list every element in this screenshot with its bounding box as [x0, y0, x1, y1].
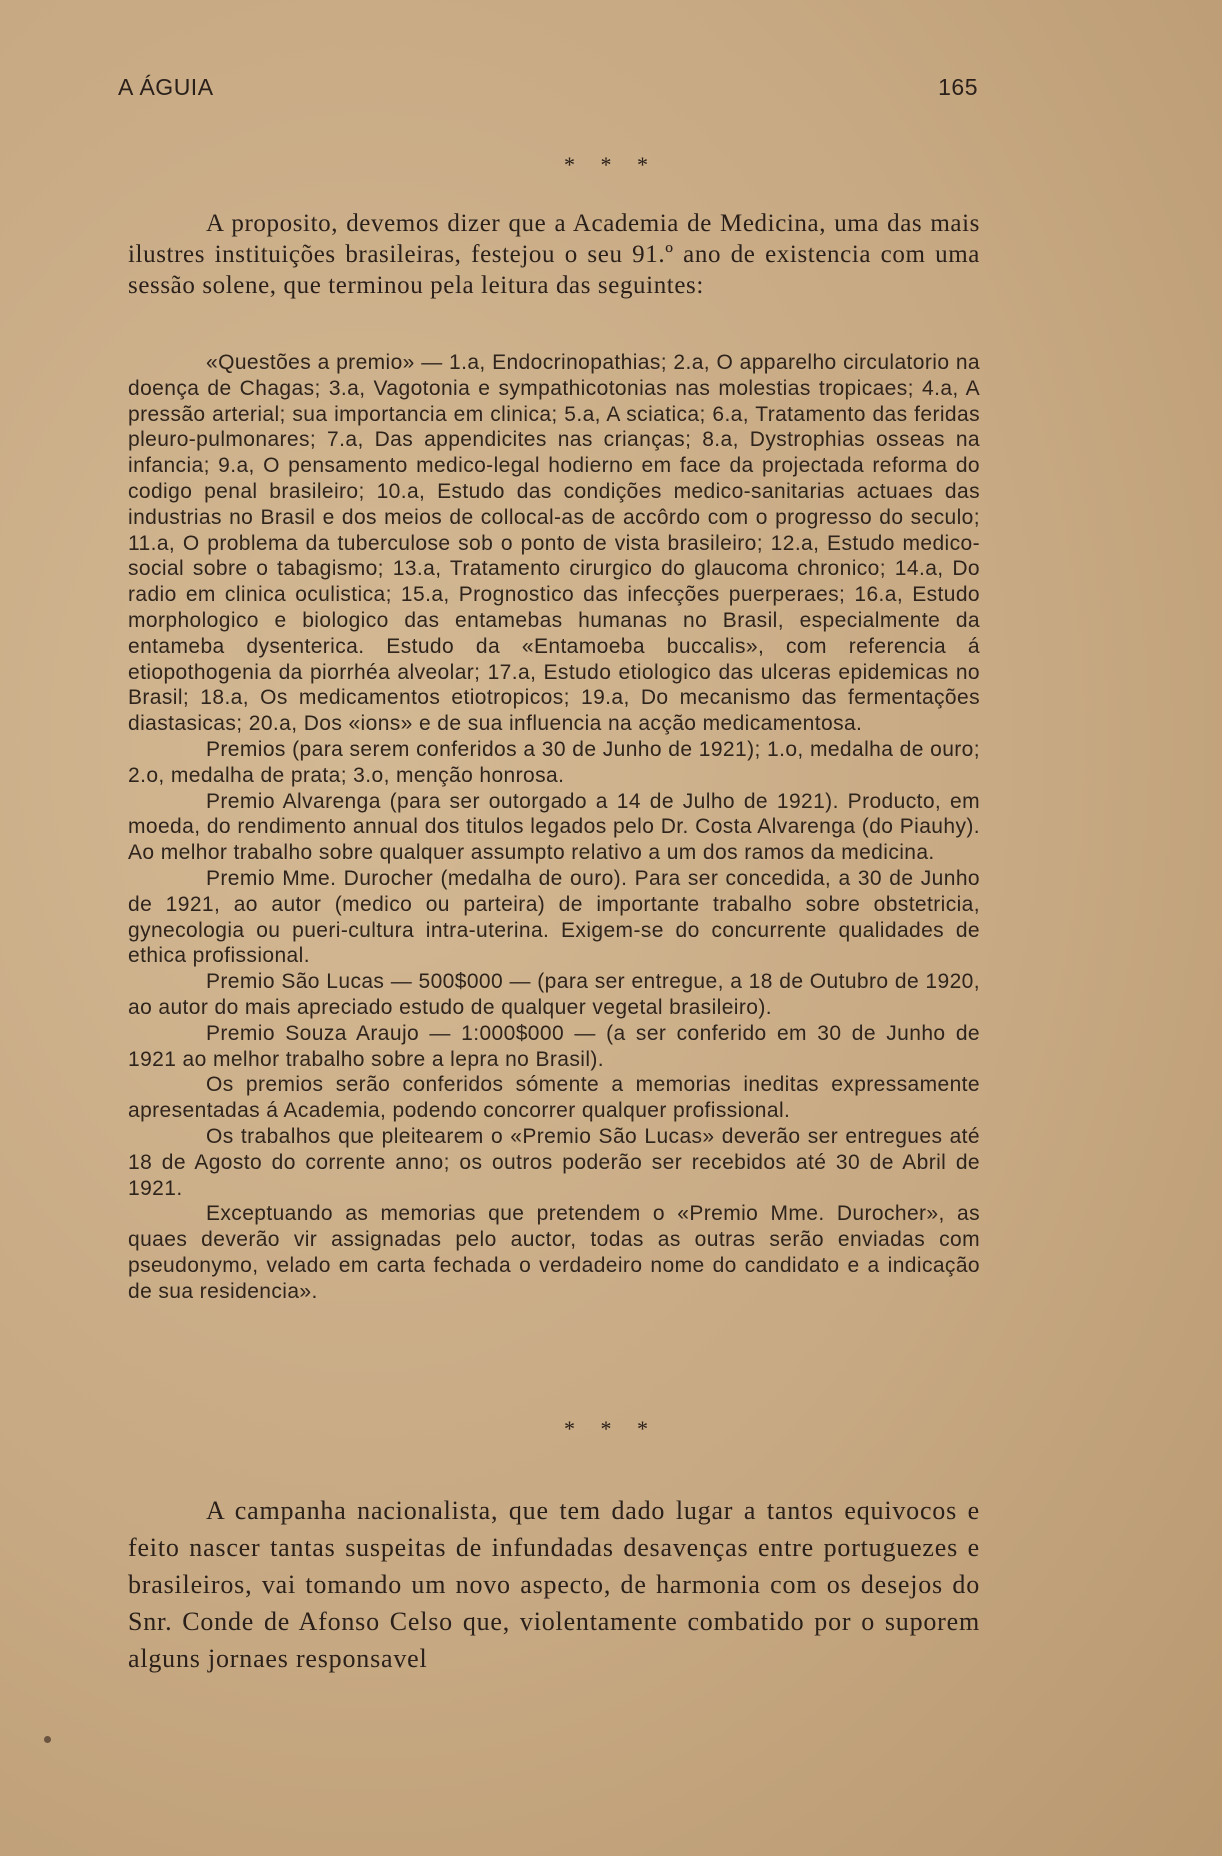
durocher-prize-paragraph: Premio Mme. Durocher (medalha de ouro). Para ser concedida, a 30 de Junho de 1921, ao autor (medico ou parteira) de importante trabalho sobre obstetricia, gynecologia ou pueri-cultura intra-uterina. Exigem-se do concurrente qualidades de ethica profissional.: [128, 866, 980, 968]
intro-text: A proposito, devemos dizer que a Academia de Medicina, uma das mais ilustres instituições brasileiras, festejou o seu 91.º ano de existencia com uma sessão solene, que terminou pela leitura das seguintes:: [128, 210, 980, 299]
deadlines-paragraph: Os trabalhos que pleitearem o «Premio São Lucas» deverão ser entregues até 18 de Agosto do corrente anno; os outros poderão ser recebidos até 30 de Abril de 1921.: [128, 1124, 980, 1200]
page-number: 165: [938, 74, 978, 100]
journal-title: A ÁGUIA: [118, 74, 214, 100]
nationalist-text: A campanha nacionalista, que tem dado lugar a tantos equivocos e feito nascer tantas suspeitas de infundadas desavenças entre portuguezes e brasileiros, vai tomando um novo aspecto, de harmonia com os desejos do Snr. Conde de Afonso Celso que, violentamente combatido por o suporem alguns jornaes responsavel: [128, 1496, 980, 1673]
prize-questions-paragraph: «Questões a premio» — 1.a, Endocrinopathias; 2.a, O apparelho circulatorio na doença de Chagas; 3.a, Vagotonia e sympathicotonias nas molestias tropicaes; 4.a, A pressão arterial; sua importancia em clinica; 5.a, A sciatica; 6.a, Tratamento das feridas pleuro-pulmonares; 7.a, Das appendicites nas crianças; 8.a, Dystrophias osseas na infancia; 9.a, O pensamento medico-legal hodierno em face da projectada reforma do codigo penal brasileiro; 10.a, Estudo das condições medico-sanitarias actuaes das industrias no Brasil e dos meios de collocal-as de accôrdo com o progresso do seculo; 11.a, O problema da tuberculose sob o ponto de vista brasileiro; 12.a, Estudo medico-social sobre o tabagismo; 13.a, Tratamento cirurgico do glaucoma chronico; 14.a, Do radio em clinica oculistica; 15.a, Prognostico das infecções puerperaes; 16.a, Estudo morphologico e biologico das entamebas humanas no Brasil, especialmente da entameba dysenterica. Estudo da «Entamoeba buccalis», com referencia á etiopothogenia da piorrhéa alveolar; 17.a, Estudo etiologico das ulceras epidemicas no Brasil; 18.a, Os medicamentos etiotropicos; 19.a, Do mecanismo das fermentações diastasicas; 20.a, Dos «ions» e de sua influencia na acção medicamentosa.: [128, 351, 980, 736]
intro-paragraph: [128, 208, 980, 301]
sao-lucas-prize-paragraph: Premio São Lucas — 500$000 — (para ser entregue, a 18 de Outubro de 1920, ao autor do mais apreciado estudo de qualquer vegetal brasileiro).: [128, 970, 980, 1019]
section-break: * * *: [564, 1416, 658, 1441]
paper-spot: [44, 1736, 51, 1743]
prize-announcement: [128, 350, 980, 1304]
souza-araujo-prize-paragraph: Premio Souza Araujo — 1:000$000 — (a ser conferido em 30 de Junho de 1921 ao melhor trabalho sobre a lepra no Brasil).: [128, 1021, 980, 1071]
eligibility-paragraph: Os premios serão conferidos sómente a memorias ineditas expressamente apresentadas á Academia, podendo concorrer qualquer profissional.: [128, 1073, 980, 1123]
section-break: * * *: [564, 152, 658, 177]
nationalist-campaign-paragraph: [128, 1466, 980, 1703]
submission-rules-paragraph: Exceptuando as memorias que pretendem o «Premio Mme. Durocher», as quaes deverão vir assignadas pelo auctor, todas as outras serão enviadas com pseudonymo, velado em carta fechada o verdadeiro nome do candidato e a indicação de sua residencia».: [128, 1202, 980, 1303]
prizes-paragraph: Premios (para serem conferidos a 30 de Junho de 1921); 1.o, medalha de ouro; 2.o, medalha de prata; 3.o, menção honrosa.: [128, 737, 980, 787]
alvarenga-prize-paragraph: Premio Alvarenga (para ser outorgado a 14 de Julho de 1921). Producto, em moeda, do rendimento annual dos titulos legados pelo Dr. Costa Alvarenga (do Piauhy). Ao melhor trabalho sobre qualquer assumpto relativo a um dos ramos da medicina.: [128, 789, 980, 865]
